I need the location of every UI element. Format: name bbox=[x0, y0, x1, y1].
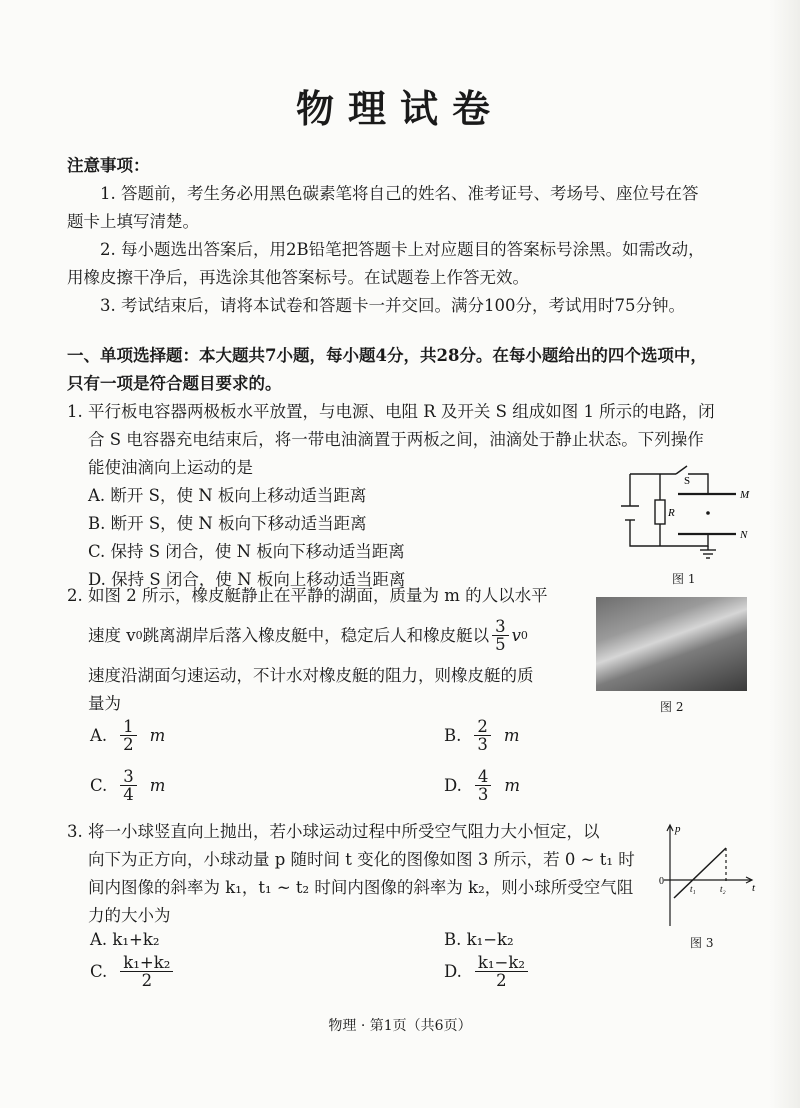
label-s: S bbox=[684, 475, 691, 487]
q2-stem-line-1: 2. 如图 2 所示，橡皮艇静止在平静的湖面，质量为 m 的人以水平 bbox=[67, 586, 548, 605]
q1-option-c: C. 保持 S 闭合，使 N 板向下移动适当距离 bbox=[88, 542, 405, 561]
q2-line2-c-sub: 0 bbox=[520, 628, 528, 642]
label-n: N bbox=[740, 529, 748, 541]
label-m: M bbox=[740, 489, 750, 501]
p-t-line bbox=[674, 848, 726, 898]
q2-option-a: A. $\frac{1}{2}$ m bbox=[90, 717, 166, 754]
q1-option-d: D. 保持 S 闭合，使 N 板向上移动适当距离 bbox=[88, 570, 406, 589]
q2-stem-line-4: 量为 bbox=[88, 694, 121, 713]
label-t: t bbox=[752, 882, 756, 894]
q3-option-d: D. $\frac{\text{k₁−k₂}}{2}$ bbox=[444, 954, 531, 989]
notice-heading: 注意事项： bbox=[67, 156, 150, 175]
q2-fraction: $\frac{3}{5}$ bbox=[492, 618, 509, 653]
q2-line2-sub: 0 bbox=[135, 628, 143, 642]
resistor-r bbox=[655, 500, 665, 524]
q2-option-c: C. $\frac{3}{4}$ m bbox=[90, 767, 166, 804]
q2-option-b: B. $\frac{2}{3}$ m bbox=[444, 717, 520, 754]
notice-line-4: 用橡皮擦干净后，再选涂其他答案标号。在试题卷上作答无效。 bbox=[67, 268, 529, 287]
label-t2: t₂ bbox=[720, 884, 726, 894]
figure-1-circuit bbox=[616, 462, 766, 562]
page-title: 物理试卷 bbox=[295, 86, 504, 131]
label-r: R bbox=[668, 507, 675, 519]
label-origin: 0 bbox=[659, 876, 664, 887]
label-t1: t₁ bbox=[690, 884, 696, 894]
q3-stem-line-4: 力的大小为 bbox=[88, 906, 171, 925]
oil-drop bbox=[706, 511, 710, 515]
q2-stem-line-3: 速度沿湖面匀速运动，不计水对橡皮艇的阻力，则橡皮艇的质 bbox=[88, 666, 534, 685]
q2-stem-line-2 bbox=[88, 618, 528, 653]
q3-stem-line-1: 3. 将一小球竖直向上抛出，若小球运动过程中所受空气阻力大小恒定，以 bbox=[67, 822, 600, 841]
figure-2-boat-photo bbox=[596, 597, 747, 691]
page-edge-shadow bbox=[770, 0, 800, 1108]
q3-option-b: B. k₁−k₂ bbox=[444, 930, 514, 949]
q2-option-d: D. $\frac{4}{3}$ m bbox=[444, 767, 521, 804]
notice-line-5: 3. 考试结束后，请将本试卷和答题卡一并交回。满分100分，考试用时75分钟。 bbox=[100, 296, 685, 315]
q1-stem-line-3: 能使油滴向上运动的是 bbox=[88, 458, 253, 477]
q1-option-b: B. 断开 S，使 N 板向下移动适当距离 bbox=[88, 514, 367, 533]
switch-s bbox=[676, 466, 687, 474]
q2-line2-a: 速度 v bbox=[88, 625, 136, 645]
top-wire bbox=[630, 474, 708, 494]
q3-stem-line-2: 向下为正方向，小球动量 p 随时间 t 变化的图像如图 3 所示，若 0 ~ t₁ 时 bbox=[88, 850, 635, 869]
figure-3-caption: 图 3 bbox=[690, 936, 714, 950]
q3-option-a: A. k₁+k₂ bbox=[90, 930, 160, 949]
section-heading-line-2: 只有一项是符合题目要求的。 bbox=[67, 374, 282, 393]
q3-option-c: C. $\frac{\text{k₁+k₂}}{2}$ bbox=[90, 954, 176, 989]
page-footer: 物理 · 第1页（共6页） bbox=[328, 1018, 472, 1034]
notice-line-3: 2. 每小题选出答案后，用2B铅笔把答题卡上对应题目的答案标号涂黑。如需改动， bbox=[100, 240, 705, 259]
label-p: p bbox=[675, 823, 681, 835]
q1-stem-line-1: 1. 平行板电容器两极板水平放置，与电源、电阻 R 及开关 S 组成如图 1 所示的电路，闭 bbox=[67, 402, 715, 421]
notice-line-2: 题卡上填写清楚。 bbox=[67, 212, 199, 231]
figure-2-caption: 图 2 bbox=[660, 700, 684, 714]
notice-line-1: 1. 答题前，考生务必用黑色碳素笔将自己的姓名、准考证号、考场号、座位号在答 bbox=[100, 184, 699, 203]
section-heading-line-1: 一、单项选择题：本大题共7小题，每小题4分，共28分。在每小题给出的四个选项中， bbox=[67, 346, 707, 365]
q2-line2-b: 跳离湖岸后落入橡皮艇中，稳定后人和橡皮艇以 bbox=[142, 625, 490, 645]
figure-1-caption: 图 1 bbox=[672, 572, 696, 586]
figure-3-graph bbox=[652, 818, 762, 930]
q3-stem-line-3: 间内图像的斜率为 k₁，t₁ ~ t₂ 时间内图像的斜率为 k₂，则小球所受空气阻 bbox=[88, 878, 634, 897]
q1-stem-line-2: 合 S 电容器充电结束后，将一带电油滴置于两板之间，油滴处于静止状态。下列操作 bbox=[88, 430, 704, 449]
q2-line2-c: v bbox=[511, 625, 521, 645]
q1-option-a: A. 断开 S，使 N 板向上移动适当距离 bbox=[88, 486, 367, 505]
